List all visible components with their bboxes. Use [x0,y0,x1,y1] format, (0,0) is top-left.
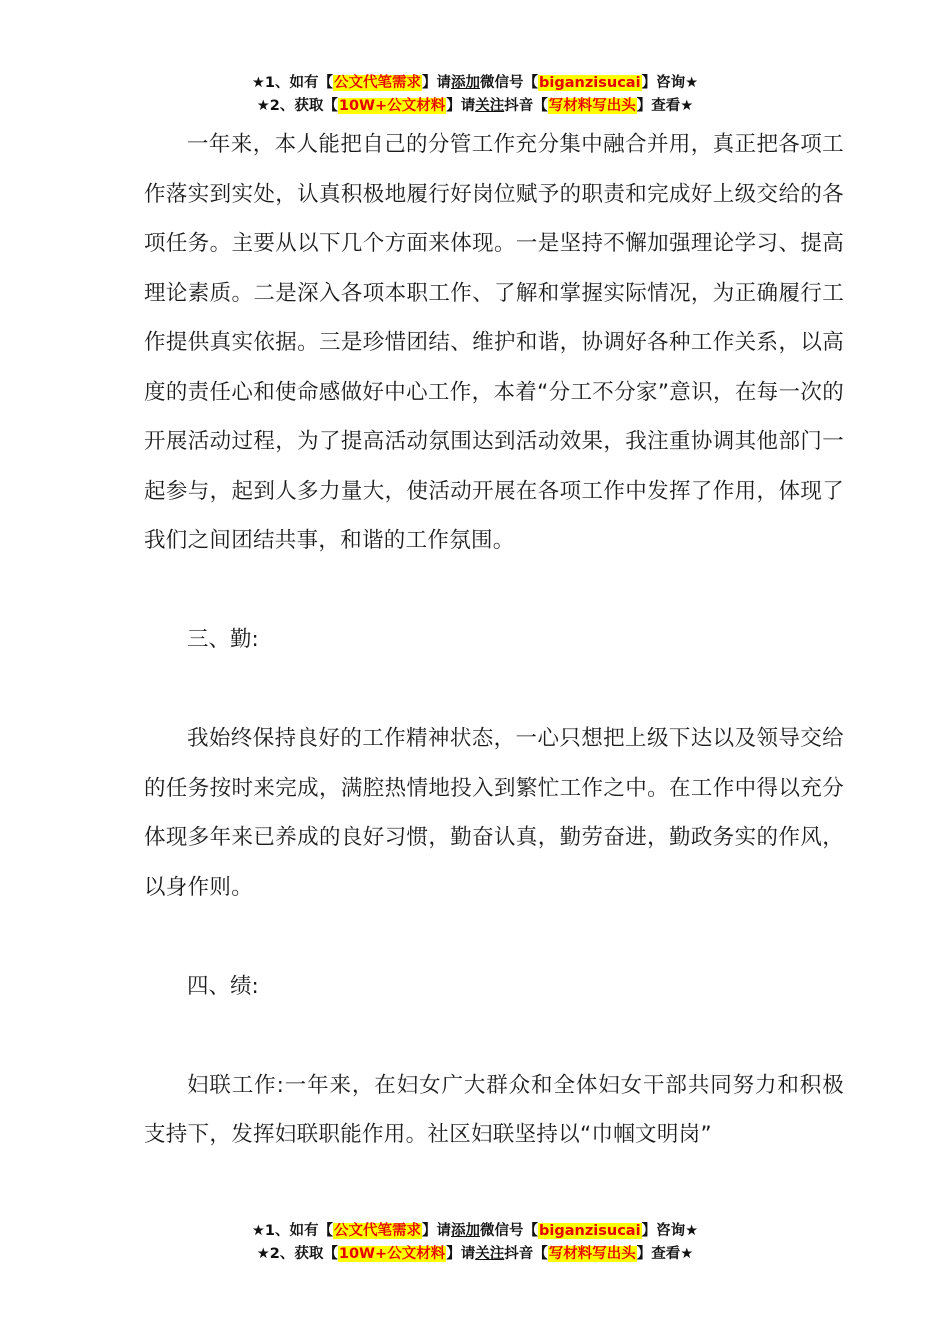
promo-highlight: 10W+公文材料 [338,1246,446,1262]
promo-underline: 关注 [475,98,505,114]
promo-text: ★1、如有【 [251,1223,334,1239]
promo-line-1 [0,72,950,95]
promo-text: 】请 [422,75,452,91]
promo-text: ★2、获取【 [256,98,338,114]
spacer [144,566,844,616]
spacer [144,1011,844,1061]
promo-highlight: 公文代笔需求 [334,1223,422,1239]
promo-highlight: biganzisucai [539,75,641,91]
promo-text: ★2、获取【 [256,1246,338,1262]
promo-highlight: 写材料写出头 [548,98,636,114]
promo-text: 微信号【 [480,75,539,91]
paragraph-womens-federation: 妇联工作:一年来，在妇女广大群众和全体妇女干部共同努力和积极支持下，发挥妇联职能作用。社区妇联坚持以“巾帼文明岗” [144,1072,844,1147]
promo-text: 】查看★ [636,1246,694,1262]
promo-text: 】咨询★ [641,75,699,91]
document-body [144,120,844,1160]
section-heading-diligence: 三、勤: [187,627,259,652]
promo-line-2 [0,1243,950,1266]
promo-highlight: 10W+公文材料 [338,98,446,114]
promo-text: 微信号【 [480,1223,539,1239]
promo-text: 】请 [422,1223,452,1239]
promo-banner-bottom [0,1220,950,1266]
paragraph-summary: 一年来，本人能把自己的分管工作充分集中融合并用，真正把各项工作落实到实处，认真积极地履行好岗位赋予的职责和完成好上级交给的各项任务。主要从以下几个方面来体现。一是坚持不懈加强理论学习、提高理论素质。二是深入各项本职工作、了解和掌握实际情况，为正确履行工作提供真实依据。三是珍惜团结、维护和谐，协调好各种工作关系，以高度的责任心和使命感做好中心工作，本着“分工不分家”意识，在每一次的开展活动过程，为了提高活动氛围达到活动效果，我注重协调其他部门一起参与，起到人多力量大，使活动开展在各项工作中发挥了作用，体现了我们之间团结共事，和谐的工作氛围。 [144,132,844,553]
promo-underline: 添加 [451,1223,481,1239]
promo-underline: 关注 [475,1246,505,1262]
promo-line-2 [0,95,950,118]
promo-text: 抖音【 [504,1246,548,1262]
spacer [144,912,844,962]
spacer [144,665,844,715]
section-heading-achievements: 四、绩: [187,973,259,999]
promo-line-1 [0,1220,950,1243]
paragraph-diligence: 我始终保持良好的工作精神状态，一心只想把上级下达以及领导交给的任务按时来完成，满腔热情地投入到繁忙工作之中。在工作中得以充分体现多年来已养成的良好习惯，勤奋认真，勤劳奋进，勤政务实的作风，以身作则。 [144,726,844,900]
promo-text: ★1、如有【 [251,75,334,91]
promo-underline: 添加 [451,75,481,91]
promo-text: 】咨询★ [641,1223,699,1239]
promo-text: 】查看★ [636,98,694,114]
promo-highlight: 公文代笔需求 [334,75,422,91]
promo-highlight: biganzisucai [539,1223,641,1239]
promo-text: 抖音【 [504,98,548,114]
promo-banner-top [0,72,950,118]
promo-text: 】请 [446,98,476,114]
promo-highlight: 写材料写出头 [548,1246,636,1262]
promo-text: 】请 [446,1246,476,1262]
